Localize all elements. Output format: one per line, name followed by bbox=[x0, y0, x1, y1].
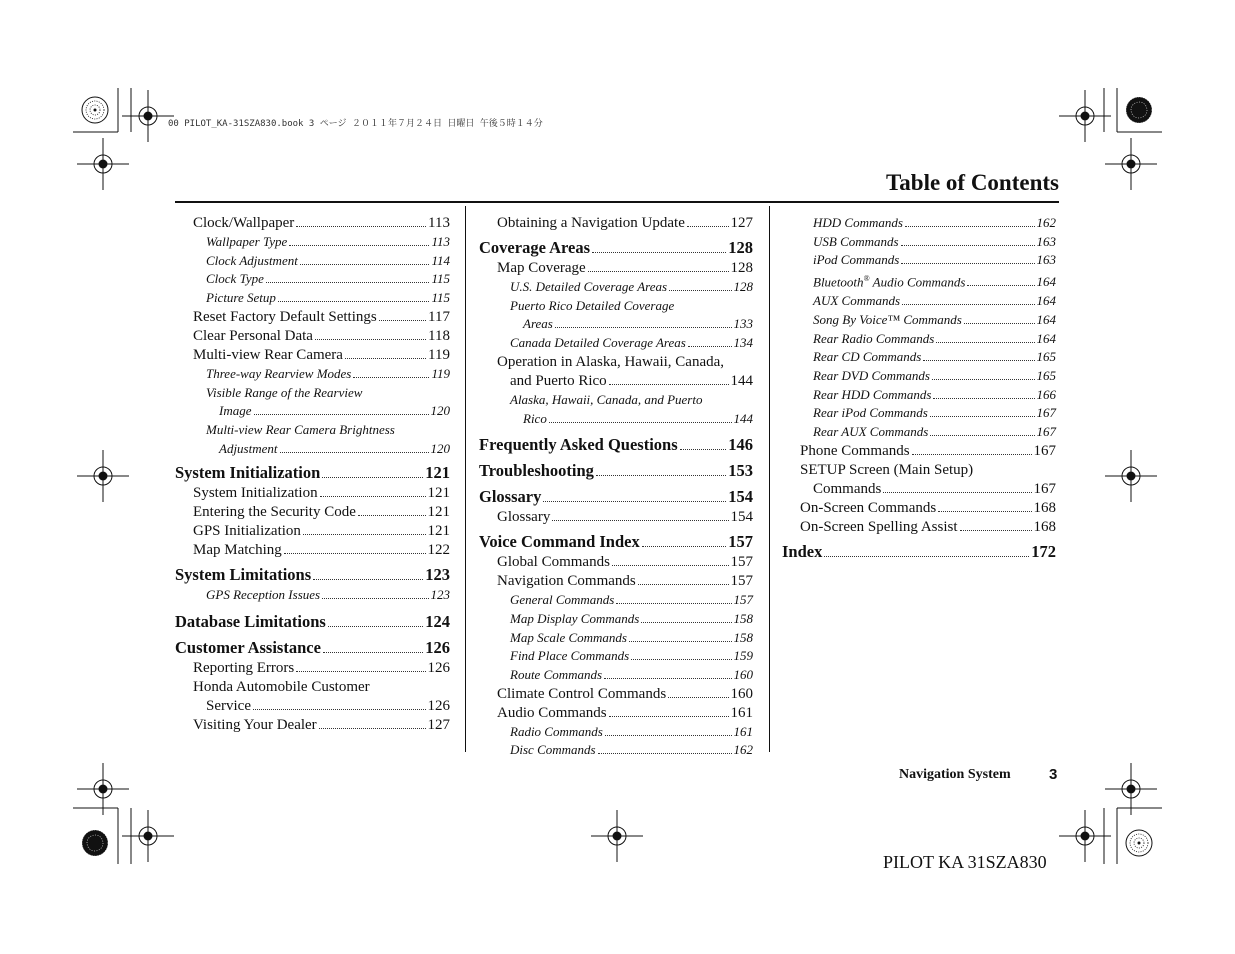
column-divider-2 bbox=[769, 206, 770, 752]
toc-entry[interactable]: Areas 133 bbox=[523, 316, 753, 332]
toc-entry[interactable]: U.S. Detailed Coverage Areas 128 bbox=[510, 279, 753, 294]
toc-entry[interactable]: Audio Commands 161 bbox=[497, 704, 753, 721]
toc-entry[interactable]: Picture Setup 115 bbox=[206, 290, 450, 306]
column-divider-1 bbox=[465, 206, 466, 752]
toc-entry[interactable]: Rico 144 bbox=[523, 410, 753, 426]
toc-entry[interactable]: Global Commands 157 bbox=[497, 554, 753, 571]
toc-entry[interactable]: Clear Personal Data 118 bbox=[193, 327, 450, 344]
toc-section-heading[interactable]: Index 172 bbox=[782, 541, 1056, 561]
toc-entry[interactable]: Rear AUX Commands 167 bbox=[813, 424, 1056, 440]
toc-entry[interactable]: Map Scale Commands 158 bbox=[510, 629, 753, 645]
toc-section-heading[interactable]: Coverage Areas 128 bbox=[479, 238, 753, 257]
toc-entry-wrap[interactable]: SETUP Screen (Main Setup) bbox=[800, 461, 974, 478]
toc-entry[interactable]: Map Matching 122 bbox=[193, 542, 450, 559]
toc-section-heading[interactable]: System Limitations 123 bbox=[175, 565, 450, 585]
toc-entry[interactable]: Reset Factory Default Settings 117 bbox=[193, 308, 450, 325]
toc-entry-wrap[interactable]: Alaska, Hawaii, Canada, and Puerto bbox=[510, 391, 703, 407]
title-rule bbox=[175, 201, 1059, 203]
toc-entry[interactable]: Rear iPod Commands 167 bbox=[813, 405, 1056, 421]
toc-section-heading[interactable]: Frequently Asked Questions 146 bbox=[479, 435, 753, 455]
toc-entry[interactable]: Obtaining a Navigation Update 127 bbox=[497, 215, 753, 231]
toc-entry-wrap[interactable]: Multi-view Rear Camera Brightness bbox=[206, 421, 395, 437]
toc-column-1 bbox=[175, 214, 450, 735]
toc-entry[interactable]: On-Screen Spelling Assist 168 bbox=[800, 518, 1056, 535]
toc-entry[interactable]: Map Coverage 128 bbox=[497, 260, 753, 276]
toc-entry[interactable]: Rear DVD Commands 165 bbox=[813, 367, 1056, 383]
toc-entry[interactable]: Three-way Rearview Modes 119 bbox=[206, 365, 450, 381]
page-title: Table of Contents bbox=[886, 170, 1059, 195]
toc-entry[interactable]: Radio Commands 161 bbox=[510, 723, 753, 739]
toc-entry[interactable]: Navigation Commands 157 bbox=[497, 573, 753, 590]
toc-entry-wrap[interactable]: Puerto Rico Detailed Coverage bbox=[510, 297, 675, 313]
toc-entry[interactable]: On-Screen Commands 168 bbox=[800, 499, 1056, 516]
toc-entry[interactable]: Route Commands 160 bbox=[510, 667, 753, 683]
toc-entry[interactable]: HDD Commands 162 bbox=[813, 215, 1056, 230]
toc-entry[interactable]: Climate Control Commands 160 bbox=[497, 685, 753, 702]
toc-entry[interactable]: Multi-view Rear Camera 119 bbox=[193, 346, 450, 363]
toc-entry[interactable]: Commands 167 bbox=[813, 480, 1056, 497]
toc-entry[interactable]: Clock Adjustment 114 bbox=[206, 252, 450, 268]
toc-entry[interactable]: iPod Commands 163 bbox=[813, 252, 1056, 268]
toc-entry[interactable]: Image 120 bbox=[219, 403, 450, 419]
toc-entry[interactable]: Song By Voice™ Commands 164 bbox=[813, 311, 1056, 327]
book-file-info: 00 PILOT_KA-31SZA830.book 3 ページ ２０１１年７月２４日 日曜日 午後５時１４分 bbox=[168, 119, 543, 129]
toc-entry[interactable]: System Initialization 121 bbox=[193, 485, 450, 502]
toc-section-heading[interactable]: Troubleshooting 153 bbox=[479, 461, 753, 481]
footer-model-code: PILOT KA 31SZA830 bbox=[883, 852, 1047, 872]
toc-section-heading[interactable]: Voice Command Index 157 bbox=[479, 532, 753, 552]
toc-entry[interactable]: USB Commands 163 bbox=[813, 233, 1056, 249]
toc-entry[interactable]: Find Place Commands 159 bbox=[510, 648, 753, 664]
toc-entry[interactable]: Rear CD Commands 165 bbox=[813, 349, 1056, 365]
toc-entry[interactable]: Entering the Security Code 121 bbox=[193, 504, 450, 521]
toc-entry[interactable]: Rear Radio Commands 164 bbox=[813, 330, 1056, 346]
toc-entry[interactable]: Glossary 154 bbox=[497, 509, 753, 526]
toc-entry[interactable]: Map Display Commands 158 bbox=[510, 610, 753, 626]
toc-entry-wrap[interactable]: Operation in Alaska, Hawaii, Canada, bbox=[497, 353, 725, 370]
toc-entry[interactable]: Visiting Your Dealer 127 bbox=[193, 717, 450, 734]
toc-section-heading[interactable]: Customer Assistance 126 bbox=[175, 638, 450, 658]
toc-entry[interactable]: Clock Type 115 bbox=[206, 271, 450, 287]
toc-column-2 bbox=[479, 214, 753, 760]
toc-entry[interactable]: Phone Commands 167 bbox=[800, 442, 1056, 459]
toc-entry-wrap[interactable]: Visible Range of the Rearview bbox=[206, 384, 363, 400]
toc-entry[interactable]: Bluetooth® Audio Commands 164 bbox=[813, 274, 1056, 290]
toc-entry[interactable]: Canada Detailed Coverage Areas 134 bbox=[510, 335, 753, 351]
page-number: 3 bbox=[1049, 766, 1058, 783]
toc-entry[interactable]: General Commands 157 bbox=[510, 592, 753, 608]
toc-entry[interactable]: GPS Initialization 121 bbox=[193, 523, 450, 540]
toc-entry[interactable]: Wallpaper Type 113 bbox=[206, 234, 450, 249]
toc-entry[interactable]: Rear HDD Commands 166 bbox=[813, 386, 1056, 402]
toc-section-heading[interactable]: System Initialization 121 bbox=[175, 463, 450, 483]
toc-section-heading[interactable]: Glossary 154 bbox=[479, 487, 753, 507]
toc-entry[interactable]: AUX Commands 164 bbox=[813, 293, 1056, 309]
toc-column-3 bbox=[782, 214, 1056, 563]
toc-entry[interactable]: GPS Reception Issues 123 bbox=[206, 587, 450, 603]
toc-entry[interactable]: Disc Commands 162 bbox=[510, 742, 753, 758]
toc-entry[interactable]: Reporting Errors 126 bbox=[193, 660, 450, 677]
toc-entry[interactable]: Service 126 bbox=[206, 698, 450, 715]
footer-section-name: Navigation System bbox=[899, 767, 1011, 782]
toc-entry[interactable]: and Puerto Rico 144 bbox=[510, 372, 753, 389]
toc-entry[interactable]: Clock/Wallpaper 113 bbox=[193, 215, 450, 231]
toc-entry[interactable]: Adjustment 120 bbox=[219, 440, 450, 456]
toc-section-heading[interactable]: Database Limitations 124 bbox=[175, 612, 450, 632]
toc-entry-wrap[interactable]: Honda Automobile Customer bbox=[193, 679, 370, 696]
